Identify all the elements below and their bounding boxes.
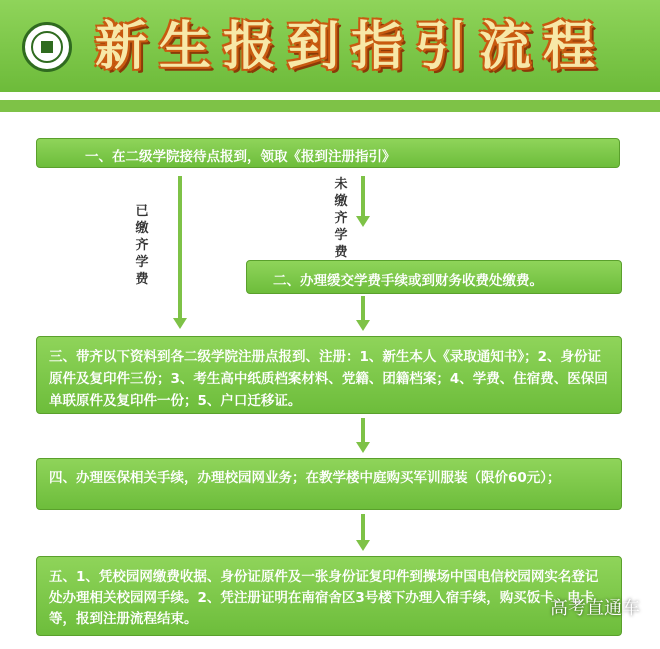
header-banner	[0, 0, 660, 92]
step-5-box	[36, 556, 622, 636]
step-2-box	[246, 260, 622, 294]
unpaid-branch-arrow	[356, 216, 370, 227]
divider-green	[0, 100, 660, 112]
step-3-text: 三、带齐以下资料到各二级学院注册点报到、注册：1、新生本人《录取通知书》；2、身份证原件及复印件三份；3、考生高中纸质档案材料、党籍、团籍档案；4、学费、住宿费、医保回单联原件及复印件一份；5、户口迁移证。	[49, 349, 608, 409]
step-3-box	[36, 336, 622, 414]
unpaid-branch-line	[361, 176, 365, 216]
paid-branch-label: 已缴齐学费	[135, 204, 149, 287]
step2-to-step3-arrow	[356, 320, 370, 331]
book-icon	[41, 41, 53, 53]
divider-white	[0, 92, 660, 98]
step-1-box	[36, 138, 620, 168]
paid-branch-line	[178, 176, 182, 318]
watermark: 高考直通车	[550, 598, 640, 619]
step4-to-step5-line	[361, 514, 365, 540]
unpaid-branch-label: 未缴齐学费	[334, 177, 348, 260]
step-5-text: 五、1、凭校园网缴费收据、身份证原件及一张身份证复印件到操场中国电信校园网实名登记处办理相关校园网手续。2、凭注册证明在南宿舍区3号楼下办理入宿手续，购买饭卡、电卡等，报到注册流程结束。	[49, 569, 599, 627]
step-4-text: 四、办理医保相关手续，办理校园网业务；在教学楼中庭购买军训服装（限价60元）；	[49, 470, 561, 486]
paid-branch-arrow	[173, 318, 187, 329]
step4-to-step5-arrow	[356, 540, 370, 551]
page-title: 新生报到指引流程	[95, 17, 608, 77]
step-4-box	[36, 458, 622, 510]
school-seal-icon	[22, 22, 72, 72]
step3-to-step4-line	[361, 418, 365, 442]
step-2-text: 二、办理缓交学费手续或到财务收费处缴费。	[273, 273, 543, 289]
step2-to-step3-line	[361, 296, 365, 320]
step3-to-step4-arrow	[356, 442, 370, 453]
step-1-text: 一、在二级学院接待点报到，领取《报到注册指引》	[85, 149, 396, 165]
